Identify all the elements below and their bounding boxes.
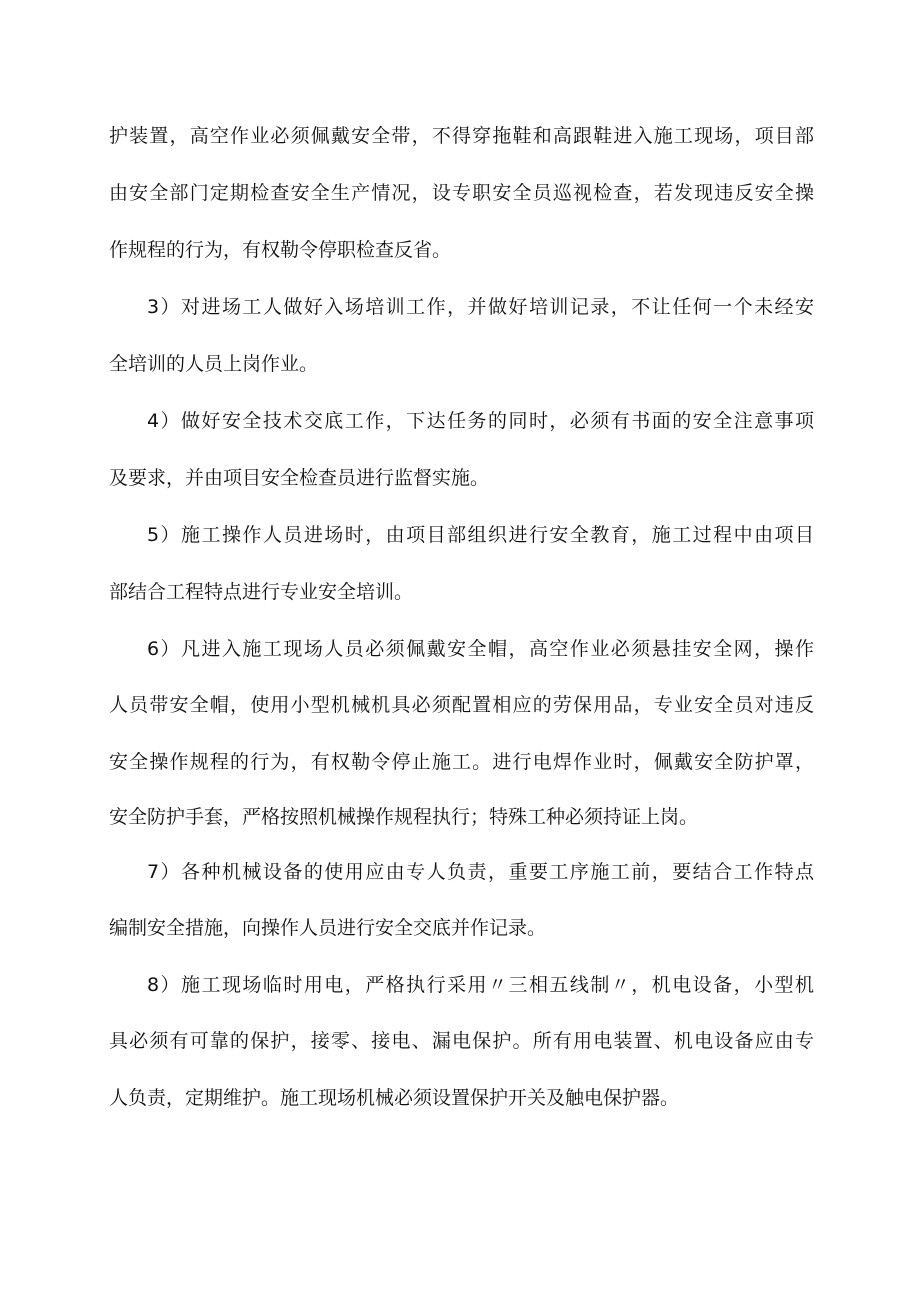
paragraph-line: 8）施工现场临时用电，严格执行采用〃三相五线制〃，机电设备，小型机 — [147, 974, 814, 996]
paragraph-line: 6）凡进入施工现场人员必须佩戴安全帽，高空作业必须悬挂安全网，操作 — [147, 638, 814, 660]
paragraph-line: 全培训的人员上岗作业。 — [109, 353, 319, 375]
paragraph-line: 具必须有可靠的保护，接零、接电、漏电保护。所有用电装置、机电设备应由专 — [109, 1030, 814, 1052]
paragraph-line: 部结合工程特点进行专业安全培训。 — [109, 581, 414, 603]
paragraph-line: 作规程的行为，有权勒令停职检查反省。 — [109, 239, 452, 261]
paragraph-line: 3）对进场工人做好入场培训工作，并做好培训记录，不让任何一个未经安 — [147, 296, 814, 318]
paragraph-line: 编制安全措施，向操作人员进行安全交底并作记录。 — [109, 917, 547, 939]
paragraph-line: 7）各种机械设备的使用应由专人负责，重要工序施工前，要结合工作特点 — [147, 861, 814, 883]
paragraph-line: 由安全部门定期检查安全生产情况，设专职安全员巡视检查，若发现违反安全操 — [109, 182, 814, 204]
paragraph-line: 4）做好安全技术交底工作，下达任务的同时，必须有书面的安全注意事项 — [147, 410, 814, 432]
paragraph-line: 护装置，高空作业必须佩戴安全带，不得穿拖鞋和高跟鞋进入施工现场，项目部 — [109, 125, 814, 147]
paragraph-line: 安全防护手套，严格按照机械操作规程执行；特殊工种必须持证上岗。 — [109, 806, 699, 828]
paragraph-line: 人负责，定期维护。施工现场机械必须设置保护开关及触电保护器。 — [109, 1087, 680, 1109]
paragraph-line: 及要求，并由项目安全检查员进行监督实施。 — [109, 467, 490, 489]
paragraph-line: 人员带安全帽，使用小型机械机具必须配置相应的劳保用品，专业安全员对违反 — [109, 694, 814, 716]
paragraph-line: 安全操作规程的行为，有权勒令停止施工。进行电焊作业时，佩戴安全防护罩， — [109, 751, 814, 773]
paragraph-line: 5）施工操作人员进场时，由项目部组织进行安全教育，施工过程中由项目 — [147, 524, 814, 546]
